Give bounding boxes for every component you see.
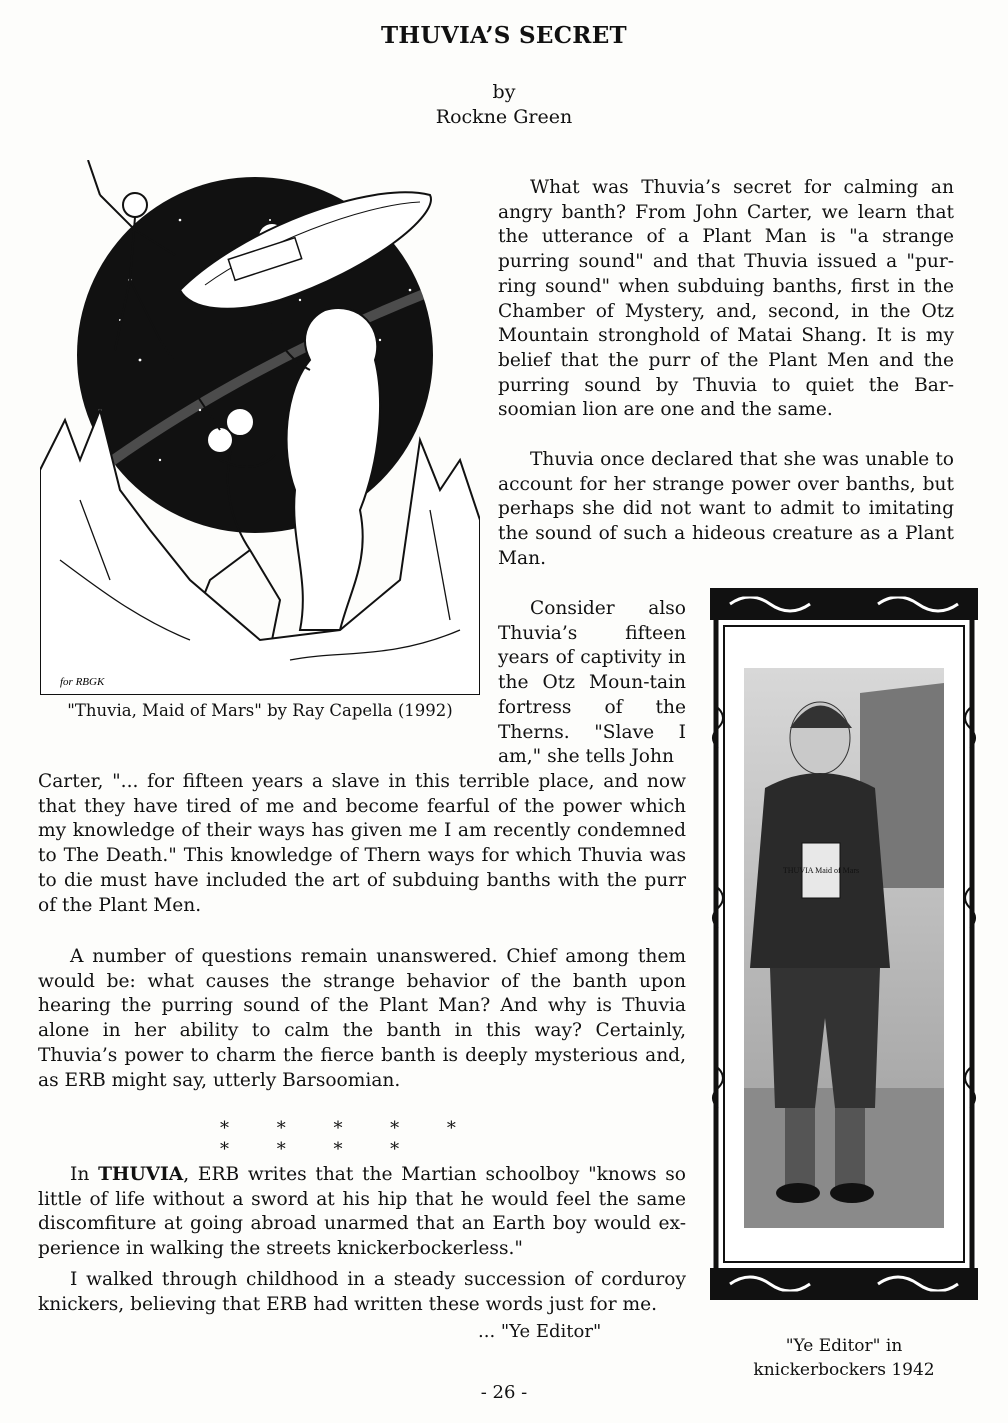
book-label: THUVIA Maid of Mars xyxy=(782,866,860,875)
page-number: - 26 - xyxy=(480,1382,528,1403)
byline xyxy=(0,80,1008,130)
paragraph-3-continued: Carter, "... for fifteen years a slave in this terrible place, and now that they have tired of me and become fearful of the power which my knowledge of their ways has given me I am recently condemned to The Death." This knowledge of Thern ways for which Thuvia was to die must have included the art of subduing banths with the purr of the Plant Men. xyxy=(38,771,686,916)
paragraph-6: I walked through childhood in a steady succession of corduroy knickers, believing that ERB had written these words just for me. xyxy=(38,1269,686,1315)
p5-pre: In xyxy=(70,1164,99,1185)
byline-by: by xyxy=(492,81,516,103)
section-separator: * * * * * * * * * xyxy=(220,1118,477,1160)
artist-signature: for RBGK xyxy=(60,676,105,688)
photo-frame xyxy=(710,588,978,1300)
thuvia-illustration xyxy=(40,160,480,695)
p5-book-title: THUVIA xyxy=(98,1164,184,1185)
photo-caption-line-1: "Ye Editor" in xyxy=(785,1336,903,1356)
photo-caption xyxy=(710,1334,978,1382)
p5-post: , ERB writes that the Martian schoolboy "knows so little of life without a sword at his hip that he would feel the same discomfiture at going abroad unarmed that an Earth boy would ex-perience in walking the streets knickerbockerless." xyxy=(38,1164,687,1260)
paragraph-4: A number of questions remain unanswered. Chief among them would be: what causes the strange behavior of the banth upon hearing the purring sound of the Plant Man? And why is Thuvia alone in her ability to calm the banth in this way? Certainly, Thuvia’s power to charm the fierce banth is deeply mysterious and, as ERB might say, utterly Barsoomian. xyxy=(38,946,686,1091)
paragraph-2: Thuvia once declared that she was unable to account for her strange power over banths, but perhaps she did not want to admit to imitating the sound of such a hideous creature as a Plant Man. xyxy=(498,449,954,569)
photo-caption-line-2: knickerbockers 1942 xyxy=(753,1360,935,1380)
editor-signature: ... "Ye Editor" xyxy=(478,1321,602,1342)
article-title: THUVIA’S SECRET xyxy=(381,22,627,49)
illustration-caption: "Thuvia, Maid of Mars" by Ray Capella (1992) xyxy=(67,701,453,720)
byline-author: Rockne Green xyxy=(435,106,573,128)
paragraph-1: What was Thuvia’s secret for calming an angry banth? From John Carter, we learn that the utterance of a Plant Man is "a strange purring sound" and that Thuvia issued a "pur-ring sound" when subduing banths, first in the Chamber of Mystery, and, second, in the Otz Mountain stronghold of Matai Shang. It is my belief that the purr of the Plant Men and the purring sound by Thuvia to quiet the Bar-soomian lion are one and the same. xyxy=(498,177,954,421)
paragraph-5 xyxy=(38,1163,686,1262)
paragraph-3-narrow: Consider also Thuvia’s fifteen years of captivity in the Otz Moun-tain fortress of the Therns. "Slave I am," she tells John xyxy=(498,598,686,768)
